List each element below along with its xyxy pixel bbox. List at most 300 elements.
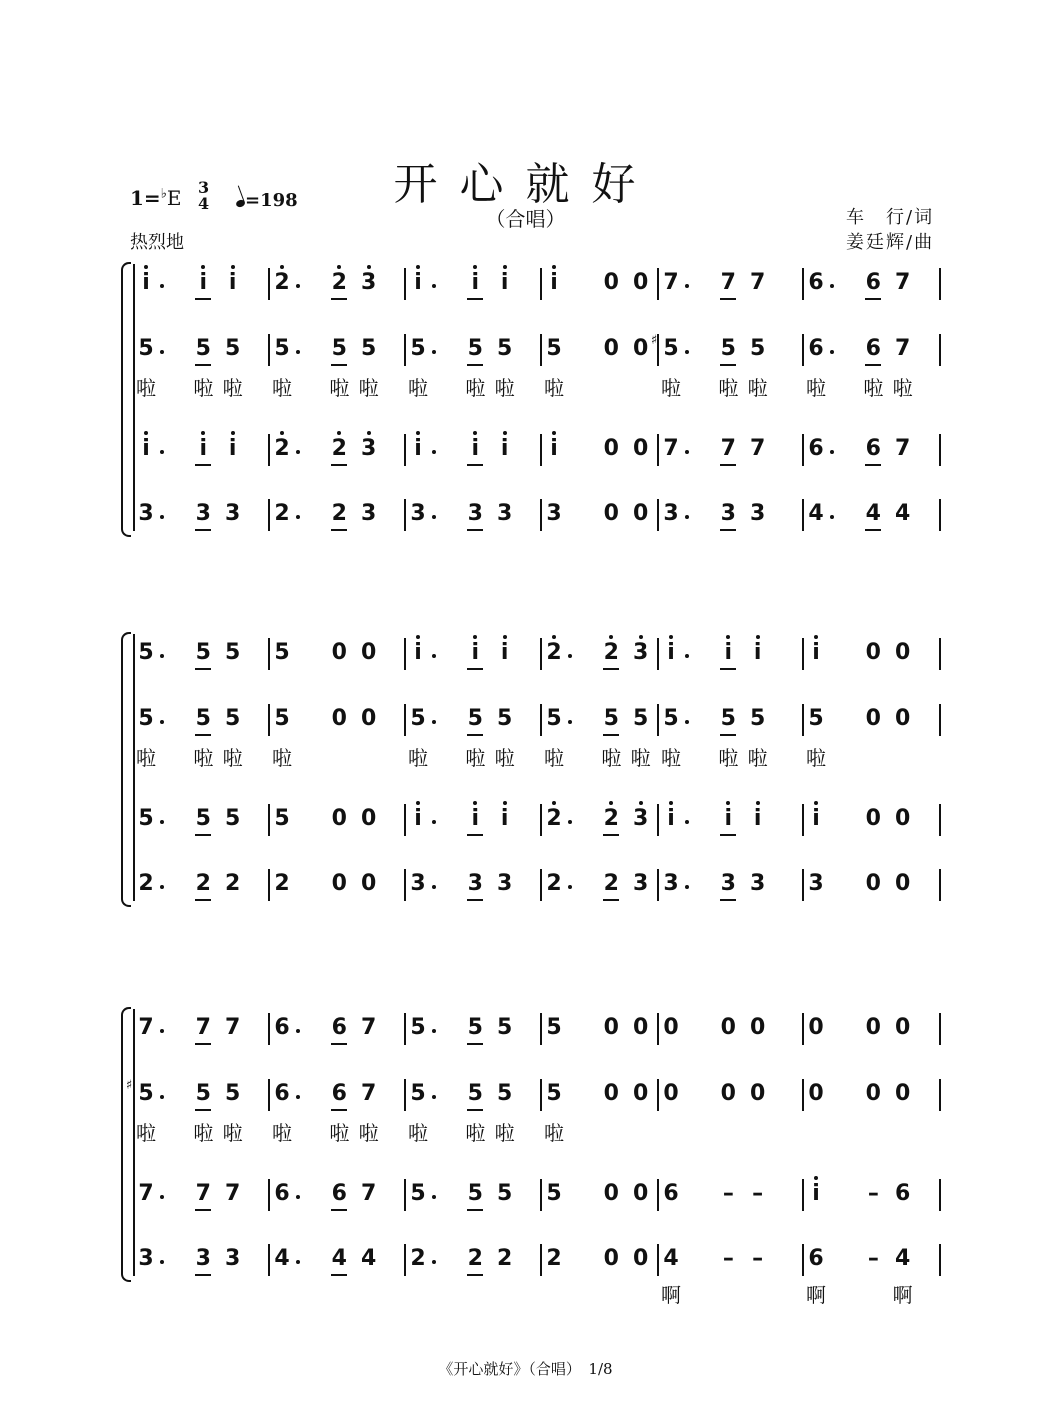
note: 0 [361,640,377,665]
barline [939,869,941,901]
note: 3 [410,871,426,896]
system-brace [121,262,131,537]
sharp-icon: ♯ [125,1078,133,1093]
note: i [812,806,820,831]
note: 5 [195,640,211,665]
note: 0 [895,640,911,665]
note: 3 [663,871,679,896]
note: – [722,1181,734,1206]
eighth-underline [195,364,211,366]
octave-dot [473,801,477,805]
eighth-underline [195,298,211,300]
lyric-syllable: 啦 [222,746,243,770]
barline [657,1013,659,1045]
barline [939,268,941,300]
lyric-syllable: 啦 [329,1121,350,1145]
note: 6 [808,336,824,361]
note: 2 [603,806,619,831]
note: i [500,436,509,461]
note: 0 [865,1081,881,1106]
barline [657,499,659,531]
eighth-underline [467,364,483,366]
lyric-syllable: 啦 [544,746,564,770]
augmentation-dot [296,1095,300,1099]
eighth-underline [195,1209,211,1211]
augmentation-dot [432,1195,436,1199]
augmentation-dot [685,820,689,824]
octave-dot [552,801,556,805]
augmentation-dot [432,654,436,658]
note: 5 [274,640,290,665]
barline [802,1179,804,1211]
lyric-syllable: 啦 [718,746,739,770]
note: i [753,640,762,665]
eighth-underline [603,834,619,836]
note: 2 [410,1246,426,1271]
note: – [752,1181,764,1206]
barline [268,434,270,466]
note: 5 [138,640,154,665]
barline [268,268,270,300]
note: 2 [603,640,619,665]
lyric-syllable: 啦 [465,376,486,400]
note: i [550,270,558,295]
eighth-underline [720,364,736,366]
note: 6 [865,336,881,361]
barline [540,804,542,836]
eighth-underline [720,899,736,901]
note: 0 [603,336,619,361]
note: i [812,640,820,665]
lyric-syllable: 啦 [136,376,156,400]
time-signature [198,180,209,212]
note: i [142,270,150,295]
barline [540,1079,542,1111]
augmentation-dot [685,350,689,354]
note: 5 [331,336,347,361]
note: 0 [750,1081,766,1106]
eighth-underline [865,364,881,366]
note: 4 [663,1246,679,1271]
barline [657,1179,659,1211]
eighth-underline [467,1209,483,1211]
note: 0 [720,1081,736,1106]
note: 5 [274,706,290,731]
note: 7 [750,436,766,461]
lyric-syllable: 啦 [661,376,681,400]
octave-dot [144,265,148,269]
note: 5 [410,1015,426,1040]
octave-dot [337,265,341,269]
octave-dot [416,801,420,805]
eighth-underline [331,464,347,466]
note: 0 [331,806,347,831]
augmentation-dot [432,350,436,354]
note: 3 [497,871,513,896]
lyric-syllable: 啦 [601,746,622,770]
note: 2 [274,501,290,526]
octave-dot [473,265,477,269]
note: 0 [603,436,619,461]
augmentation-dot [160,1195,164,1199]
note: 5 [467,706,483,731]
flat-icon: ♭ [160,186,167,202]
note: 0 [663,1081,679,1106]
note: 5 [138,336,154,361]
note: 3 [546,501,562,526]
note: 3 [633,806,649,831]
note: 0 [720,1015,736,1040]
note: i [228,270,237,295]
note: 5 [410,336,426,361]
augmentation-dot [568,720,572,724]
augmentation-dot [160,350,164,354]
octave-dot [756,635,760,639]
note: 5 [195,1081,211,1106]
eighth-underline [467,464,483,466]
eighth-underline [720,529,736,531]
lyric-syllable: 啦 [408,1121,428,1145]
note: 4 [361,1246,377,1271]
barline [802,804,804,836]
key-letter: E [166,186,182,210]
augmentation-dot [568,885,572,889]
barline [268,804,270,836]
note: 5 [750,706,766,731]
note: 0 [331,640,347,665]
barline [268,869,270,901]
augmentation-dot [160,654,164,658]
barline [802,638,804,670]
note: i [228,436,237,461]
barline [657,869,659,901]
note: i [414,270,422,295]
note: 0 [633,1246,649,1271]
note: 5 [546,1081,562,1106]
lyric-syllable: 啦 [358,376,379,400]
barline [802,1013,804,1045]
augmentation-dot [568,820,572,824]
note: 0 [895,706,911,731]
note: i [471,640,480,665]
barline [657,1244,659,1276]
lyric-syllable: 啦 [494,376,515,400]
augmentation-dot [685,450,689,454]
eighth-underline [720,734,736,736]
note: 5 [546,706,562,731]
note: 3 [138,501,154,526]
note: 6 [865,436,881,461]
note: 0 [603,501,619,526]
lyric-syllable: 啊 [806,1283,826,1307]
note: 0 [633,436,649,461]
eighth-underline [331,529,347,531]
barline [939,1179,941,1211]
note: 5 [633,706,649,731]
barline [657,638,659,670]
composer-credit: 姜廷辉/曲 [846,232,935,253]
eighth-underline [331,298,347,300]
note: 0 [361,806,377,831]
note: 5 [467,1015,483,1040]
barline [802,499,804,531]
barline [802,869,804,901]
octave-dot [416,265,420,269]
lyric-syllable: 啦 [193,376,214,400]
note: 2 [546,806,562,831]
note: 2 [546,1246,562,1271]
note: 3 [361,436,377,461]
note: 2 [603,871,619,896]
barline [802,1244,804,1276]
barline [268,1244,270,1276]
note: 0 [633,1015,649,1040]
note: 3 [497,501,513,526]
note: 7 [663,270,679,295]
lyric-syllable: 啦 [329,376,350,400]
note: 3 [361,501,377,526]
lyric-syllable: 啦 [222,1121,243,1145]
note: 7 [895,436,911,461]
note: 5 [467,1081,483,1106]
barline [540,1244,542,1276]
note: 5 [720,706,736,731]
barline [404,499,406,531]
note: 3 [808,871,824,896]
note: 0 [865,706,881,731]
eighth-underline [331,1209,347,1211]
lyric-syllable: 啊 [661,1283,681,1307]
eighth-underline [467,529,483,531]
note: 7 [720,436,736,461]
note: 5 [225,706,241,731]
augmentation-dot [432,1029,436,1033]
note: 5 [225,640,241,665]
tempo-value: =198 [245,190,298,211]
note: 4 [808,501,824,526]
augmentation-dot [160,1095,164,1099]
note: i [724,640,733,665]
augmentation-dot [432,885,436,889]
note: 3 [467,501,483,526]
note: 4 [274,1246,290,1271]
note: 7 [195,1181,211,1206]
lyric-syllable: 啦 [136,746,156,770]
note: 3 [720,871,736,896]
note: 2 [274,871,290,896]
note: 0 [808,1015,824,1040]
barline [802,1079,804,1111]
eighth-underline [331,364,347,366]
eighth-underline [467,834,483,836]
barline [939,704,941,736]
note: 5 [497,1181,513,1206]
barline [268,1013,270,1045]
note: 6 [808,1246,824,1271]
octave-dot [416,431,420,435]
augmentation-dot [432,1095,436,1099]
note: 5 [720,336,736,361]
augmentation-dot [160,450,164,454]
note: i [414,436,422,461]
note: 5 [195,336,211,361]
note: 3 [750,871,766,896]
note: 0 [361,871,377,896]
note: i [667,640,675,665]
note: i [812,1181,820,1206]
note: 0 [633,1181,649,1206]
lyric-syllable: 啦 [494,746,515,770]
barline [540,334,542,366]
note: 6 [865,270,881,295]
augmentation-dot [160,284,164,288]
augmentation-dot [830,515,834,519]
barline [657,1079,659,1111]
note: 5 [808,706,824,731]
note: 0 [808,1081,824,1106]
octave-dot [756,801,760,805]
octave-dot [416,635,420,639]
note: 2 [138,871,154,896]
note: 2 [467,1246,483,1271]
eighth-underline [195,734,211,736]
octave-dot [814,1176,818,1180]
augmentation-dot [568,654,572,658]
barline [939,1244,941,1276]
note: 5 [274,336,290,361]
octave-dot [231,265,235,269]
note: 3 [720,501,736,526]
note: 3 [467,871,483,896]
octave-dot [639,635,643,639]
time-signature-bottom: 4 [198,194,210,213]
barline [657,804,659,836]
note: 6 [331,1081,347,1106]
octave-dot [552,635,556,639]
note: 3 [225,501,241,526]
note: 3 [225,1246,241,1271]
note: 5 [546,336,562,361]
augmentation-dot [432,820,436,824]
note: 4 [895,1246,911,1271]
barline [404,1244,406,1276]
barline [404,268,406,300]
time-signature-top: 3 [198,178,210,197]
note: 6 [895,1181,911,1206]
augmentation-dot [296,1195,300,1199]
barline [268,1079,270,1111]
note: 5 [195,806,211,831]
barline [939,1079,941,1111]
note: 6 [808,436,824,461]
octave-dot [503,635,507,639]
barline [802,268,804,300]
barline [404,704,406,736]
barline [540,1179,542,1211]
note: 5 [138,706,154,731]
augmentation-dot [296,350,300,354]
score-subtitle: （合唱） [485,207,566,231]
note: – [867,1246,879,1271]
note: 0 [603,1181,619,1206]
octave-dot [669,801,673,805]
note: 0 [895,1015,911,1040]
note: 6 [808,270,824,295]
note: 4 [865,501,881,526]
barline [404,1013,406,1045]
octave-dot [552,265,556,269]
augmentation-dot [432,720,436,724]
eighth-underline [720,464,736,466]
augmentation-dot [296,1260,300,1264]
eighth-underline [603,734,619,736]
eighth-underline [331,1274,347,1276]
barline [404,869,406,901]
barline [268,638,270,670]
note: i [753,806,762,831]
augmentation-dot [296,450,300,454]
barline [540,1013,542,1045]
barline [404,804,406,836]
note: 7 [361,1181,377,1206]
note: 0 [361,706,377,731]
eighth-underline [195,834,211,836]
eighth-underline [467,899,483,901]
note: 2 [331,270,347,295]
augmentation-dot [296,1029,300,1033]
lyric-syllable: 啦 [465,746,486,770]
note: 7 [895,336,911,361]
eighth-underline [331,1109,347,1111]
lyric-syllable: 啦 [863,376,884,400]
barline [657,704,659,736]
lyric-syllable: 啦 [193,746,214,770]
note: 5 [467,1181,483,1206]
note: 6 [331,1015,347,1040]
lyric-syllable: 啦 [806,376,826,400]
lyric-syllable: 啦 [358,1121,379,1145]
note: 3 [361,270,377,295]
augmentation-dot [432,515,436,519]
barline [657,434,659,466]
note: 5 [663,706,679,731]
octave-dot [609,801,613,805]
eighth-underline [467,668,483,670]
barline [404,1179,406,1211]
note: 7 [361,1081,377,1106]
note: 2 [331,436,347,461]
note: 3 [195,1246,211,1271]
note: 3 [633,871,649,896]
barline [540,704,542,736]
augmentation-dot [160,885,164,889]
lyric-syllable: 啦 [408,376,428,400]
augmentation-dot [296,284,300,288]
eighth-underline [467,1043,483,1045]
note: 5 [663,336,679,361]
note: 5 [467,336,483,361]
lyric-syllable: 啦 [747,376,768,400]
note: 0 [895,806,911,831]
note: 7 [195,1015,211,1040]
note: 7 [750,270,766,295]
lyric-syllable: 啦 [465,1121,486,1145]
barline [540,638,542,670]
augmentation-dot [685,885,689,889]
octave-dot [280,265,284,269]
note: i [667,806,675,831]
lyric-syllable: 啦 [661,746,681,770]
